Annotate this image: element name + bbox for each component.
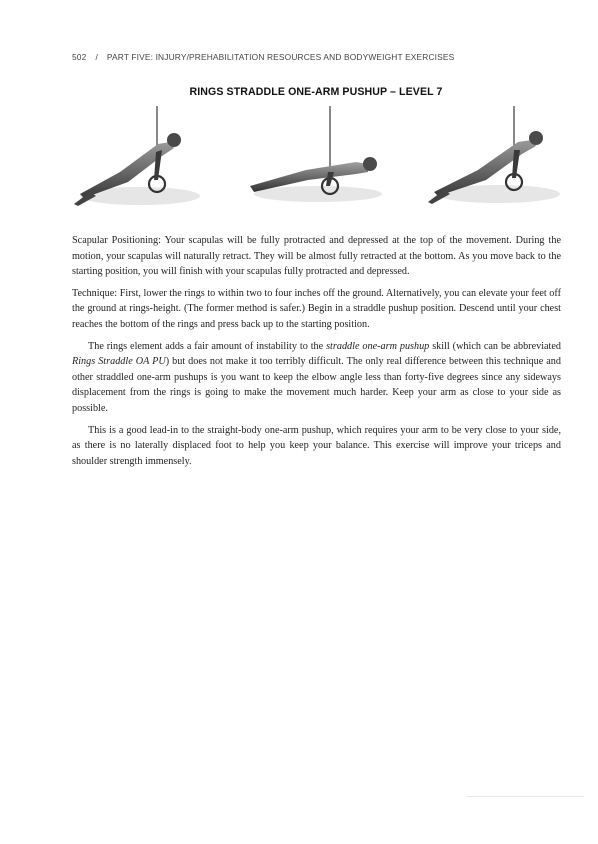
paragraph-scapular-positioning: Scapular Positioning: Your scapulas will be fully protracted and depressed at the top of the movement. During the motion, your scapulas will naturally retract. They will be almost fully retracted at the bottom. As you move back to the starting position, you will finish with your scapulas fully protracted and depressed. [72, 235, 561, 278]
paragraph-rings-element [72, 339, 561, 417]
italic-term: straddle one-arm pushup [326, 340, 430, 352]
header-separator: / [95, 52, 98, 62]
text-run: skill (which can be abbreviated [429, 340, 561, 352]
page-edge-mark [466, 796, 584, 797]
pushup-figure-top-position-icon [426, 106, 566, 214]
running-header [72, 52, 454, 62]
pushup-figure-top-position-icon [70, 106, 200, 214]
paragraph-technique: Technique: First, lower the rings to within two to four inches off the ground. Alternatively, you can elevate your feet off the ground at rings-height. (The former method is safer.) Begin in a straddle pushup position. Descend until your chest reaches the bottom of the rings and press back up to the starting position. [72, 287, 561, 330]
italic-abbreviation: Rings Straddle OA PU [72, 356, 166, 368]
exercise-figures [70, 106, 565, 214]
page-number: 502 [72, 52, 87, 62]
pushup-figure-bottom-position-icon [246, 106, 386, 214]
exercise-title: RINGS STRADDLE ONE-ARM PUSHUP – LEVEL 7 [189, 86, 443, 98]
text-run: The rings element adds a fair amount of instability to the [88, 340, 327, 352]
text-run: ) but does not make it too terribly difficult. The only real difference between this technique and other straddled one-arm pushups is you want to keep the elbow angle less than forty-five degrees since any sideways displacement from the rings is going to make the movement much harder. Keep your arm as close to your side as possible. [72, 356, 561, 414]
body-text [72, 233, 561, 475]
running-title: PART FIVE: INJURY/PREHABILITATION RESOURCES AND BODYWEIGHT EXERCISES [106, 52, 455, 62]
paragraph-lead-in: This is a good lead-in to the straight-body one-arm pushup, which requires your arm to be very close to your side, as there is no laterally displaced foot to help you keep your balance. This exercise will improve your triceps and shoulder strength immensely. [72, 424, 561, 467]
